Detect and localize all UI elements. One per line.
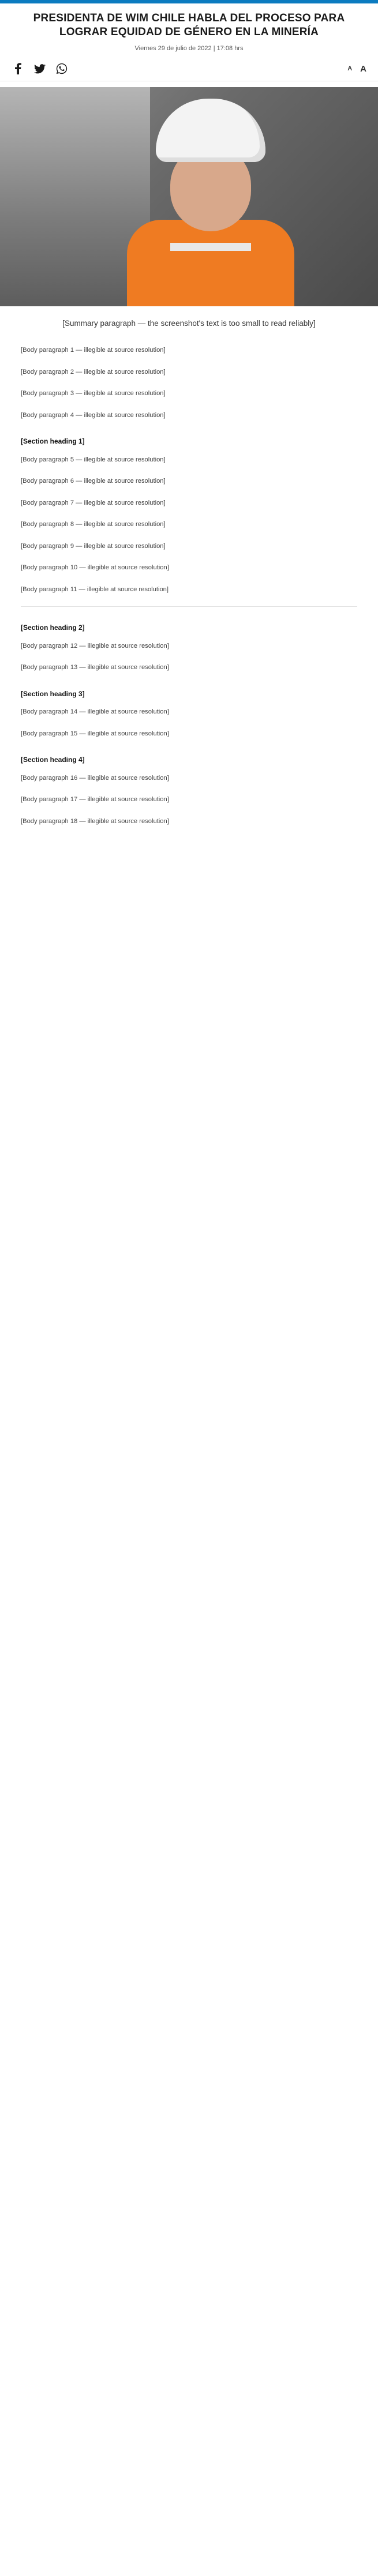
section-heading: [Section heading 2] — [21, 624, 85, 632]
article-page — [0, 0, 378, 855]
lead-text: [Summary paragraph — the screenshot's text is too small to read reliably] — [62, 319, 316, 328]
body-paragraph: [Body paragraph 2 — illegible at source resolution] — [21, 368, 166, 375]
hard-hat-icon — [156, 99, 265, 162]
body-paragraph: [Body paragraph 9 — illegible at source resolution] — [21, 542, 166, 550]
section-heading: [Section heading 4] — [21, 756, 85, 764]
article-header — [0, 3, 378, 52]
body-paragraph: [Body paragraph 14 — illegible at source resolution] — [21, 708, 169, 715]
body-paragraph: [Body paragraph 4 — illegible at source resolution] — [21, 411, 166, 419]
font-decrease-button[interactable]: A — [347, 65, 353, 72]
article-title: PRESIDENTA DE WIM CHILE HABLA DEL PROCESO PARA LOGRAR EQUIDAD DE GÉNERO EN LA MINERÍA — [33, 12, 345, 38]
font-increase-button[interactable]: A — [360, 63, 366, 74]
body-paragraph: [Body paragraph 12 — illegible at source resolution] — [21, 642, 169, 649]
article-lead — [0, 306, 378, 334]
body-paragraph: [Body paragraph 18 — illegible at source resolution] — [21, 817, 169, 825]
body-paragraph: [Body paragraph 7 — illegible at source resolution] — [21, 499, 166, 506]
body-paragraph: [Body paragraph 3 — illegible at source resolution] — [21, 390, 166, 397]
twitter-icon[interactable] — [33, 62, 46, 75]
facebook-icon[interactable] — [12, 62, 24, 75]
section-heading: [Section heading 1] — [21, 437, 85, 445]
safety-vest — [127, 220, 294, 306]
share-icons — [12, 62, 68, 75]
article-body — [0, 334, 378, 855]
body-paragraph: [Body paragraph 17 — illegible at source resolution] — [21, 796, 169, 803]
article-date: Viernes 29 de julio de 2022 | 17:08 hrs — [134, 45, 244, 52]
hero-person-illustration — [115, 99, 306, 306]
font-size-controls — [347, 64, 366, 74]
body-paragraph: [Body paragraph 16 — illegible at source resolution] — [21, 774, 169, 782]
body-paragraph: [Body paragraph 10 — illegible at source resolution] — [21, 564, 169, 571]
body-paragraph: [Body paragraph 6 — illegible at source resolution] — [21, 478, 166, 485]
article-hero-image — [0, 87, 378, 306]
body-paragraph: [Body paragraph 8 — illegible at source resolution] — [21, 521, 166, 528]
body-paragraph: [Body paragraph 11 — illegible at source resolution] — [21, 585, 169, 593]
section-heading: [Section heading 3] — [21, 689, 85, 698]
body-paragraph: [Body paragraph 13 — illegible at source resolution] — [21, 664, 169, 671]
body-paragraph: [Body paragraph 5 — illegible at source resolution] — [21, 456, 166, 463]
section-divider — [21, 606, 357, 607]
share-bar — [0, 59, 378, 81]
whatsapp-icon[interactable] — [55, 62, 68, 75]
body-paragraph: [Body paragraph 1 — illegible at source resolution] — [21, 347, 166, 354]
body-paragraph: [Body paragraph 15 — illegible at source resolution] — [21, 730, 169, 737]
